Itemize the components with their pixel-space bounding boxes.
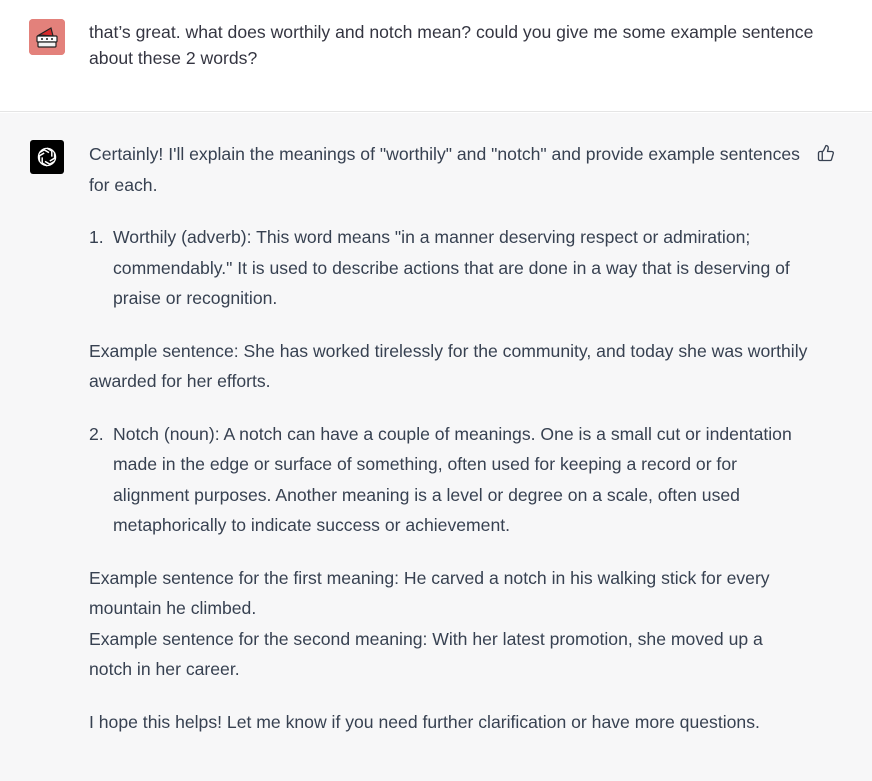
list-number: 2. — [89, 423, 104, 444]
closing-paragraph: I hope this helps! Let me know if you need further clarification or have more questions. — [89, 711, 760, 732]
user-message-text: that’s great. what does worthily and notch mean? could you give me some example sentence about these 2 words? — [89, 22, 814, 68]
example-paragraph: Example sentence for the first meaning: He carved a notch in his walking stick for every mountain he climbed. — [89, 567, 770, 618]
example-paragraph: Example sentence for the second meaning: With her latest promotion, she moved up a notch in her career. — [89, 628, 763, 679]
list-number: 1. — [89, 227, 104, 247]
assistant-message-content — [89, 139, 809, 759]
thumbs-up-button[interactable] — [813, 140, 839, 166]
user-message-row — [0, 0, 872, 112]
openai-logo-icon — [30, 140, 64, 174]
list-item-text: Worthily (adverb): This word means "in a manner deserving respect or admiration; commendably." It is used to describe actions that are done in a way that is deserving of praise or recognition. — [113, 227, 790, 308]
example-paragraph: Example sentence: She has worked tirelessly for the community, and today she was worthily awarded for her efforts. — [89, 340, 808, 391]
user-avatar-icon — [29, 19, 65, 55]
list-item — [89, 222, 809, 314]
thumbs-up-icon — [817, 144, 835, 162]
list-item-text: Notch (noun): A notch can have a couple of meanings. One is a small cut or indentation made in the edge or surface of something, often used for keeping a record or for alignment purposes. Another meaning is a level or degree on a scale, often used metaphorically to indicate success or achievement. — [113, 423, 792, 535]
assistant-message-row — [0, 113, 872, 781]
intro-paragraph: Certainly! I'll explain the meanings of "worthily" and "notch" and provide example sentences for each. — [89, 144, 800, 195]
list-item — [89, 419, 809, 541]
definition-list-1 — [89, 222, 809, 314]
definition-list-2 — [89, 419, 809, 541]
